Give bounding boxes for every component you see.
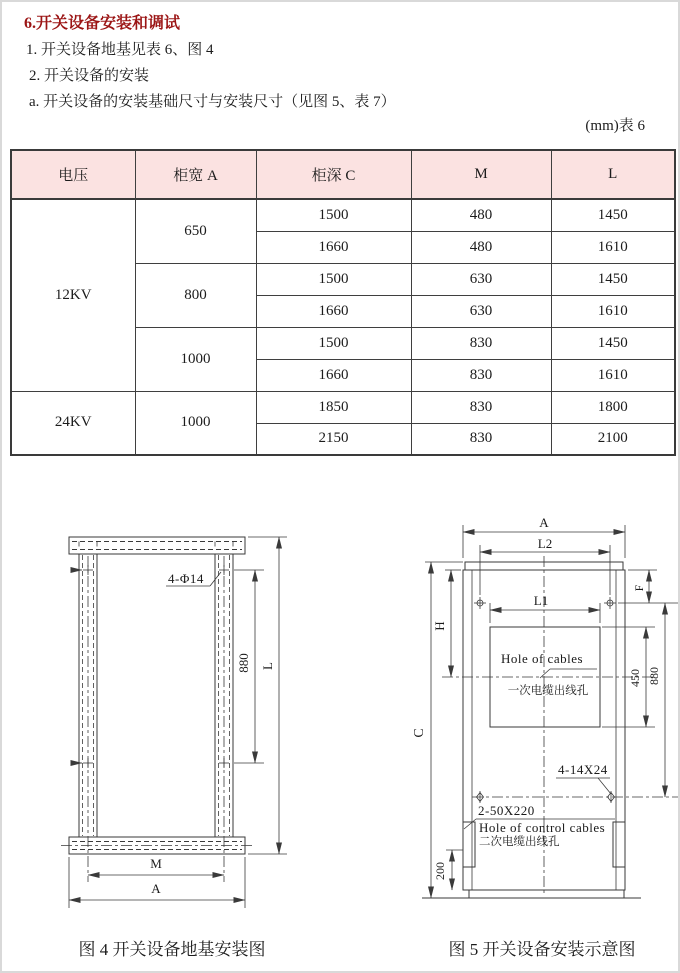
table-row	[11, 199, 675, 231]
width-cell: 1000	[135, 391, 256, 455]
table-cell: 1610	[551, 359, 675, 391]
table-cell: 630	[411, 263, 551, 295]
lower-mounting-holes	[472, 791, 678, 803]
col-header-l: L	[551, 150, 675, 199]
dim-880-5-text: 880	[647, 667, 661, 685]
cable-hole-label-en: Hole of cables	[500, 651, 584, 666]
col-header-m: M	[411, 150, 551, 199]
mount-hole-label: 4-14X24	[558, 762, 608, 777]
slot-label: 2-50X220	[478, 803, 535, 818]
section-title: 6.开关设备安装和调试	[24, 15, 181, 32]
cabinet-base	[469, 890, 624, 898]
col-header-depth-c: 柜深 C	[256, 150, 411, 199]
table-cell: 1500	[256, 199, 411, 231]
dim-H-fig5	[432, 570, 461, 677]
dim-L1-text: L1	[533, 593, 549, 608]
text-line-1: 1. 开关设备地基见表 6、图 4	[26, 42, 214, 58]
col-header-width-a: 柜宽 A	[135, 150, 256, 199]
anchor-hole-markers	[71, 565, 229, 768]
text-line-3: a. 开关设备的安装基础尺寸与安装尺寸（见图 5、表 7）	[29, 94, 396, 110]
dim-M-text: M	[150, 856, 162, 871]
table-cell: 1660	[256, 231, 411, 263]
figures-canvas	[2, 502, 680, 973]
dim-880-fig5	[647, 603, 665, 797]
dim-880-text: 880	[236, 653, 251, 673]
table-cell: 630	[411, 295, 551, 327]
table-cell: 830	[411, 359, 551, 391]
table-cell: 830	[411, 391, 551, 423]
dim-L2-fig5	[480, 536, 610, 595]
spec-table	[10, 149, 676, 456]
width-cell: 650	[135, 199, 256, 263]
table-cell: 1610	[551, 295, 675, 327]
table-cell: 2100	[551, 423, 675, 455]
table-header-row	[11, 150, 675, 199]
dim-A-text: A	[151, 881, 161, 896]
figure4-foundation-drawing	[61, 537, 287, 959]
table-cell: 480	[411, 231, 551, 263]
dim-H-text: H	[432, 621, 447, 631]
hole-label: 4-Φ14	[168, 571, 204, 586]
table-cell: 1450	[551, 327, 675, 359]
voltage-cell: 24KV	[11, 391, 135, 455]
table-cell: 1610	[551, 231, 675, 263]
dim-L1-fig5	[490, 593, 600, 623]
foundation-left-channel	[79, 554, 97, 882]
dim-200-text: 200	[433, 862, 447, 880]
dim-A5-text: A	[539, 515, 549, 530]
table-cell: 2150	[256, 423, 411, 455]
table-cell: 1450	[551, 263, 675, 295]
text-line-2: 2. 开关设备的安装	[29, 68, 150, 84]
control-hole-callout	[464, 803, 615, 848]
control-hole-label-cn: 二次电缆出线孔	[479, 836, 560, 848]
dim-F-text: F	[634, 584, 646, 592]
table-unit-tag: (mm)表 6	[585, 118, 645, 134]
dim-450-text: 450	[628, 669, 642, 687]
table-cell: 1800	[551, 391, 675, 423]
table-cell: 1850	[256, 391, 411, 423]
figure5-cabinet-drawing	[412, 515, 678, 959]
spec-table-body	[11, 199, 675, 455]
voltage-cell: 12KV	[11, 199, 135, 391]
table-cell: 480	[411, 199, 551, 231]
table-cell: 1450	[551, 199, 675, 231]
table-row	[11, 391, 675, 423]
table-cell: 1660	[256, 295, 411, 327]
foundation-top-channel	[69, 537, 245, 554]
right-slot	[613, 822, 625, 867]
dim-200-fig5	[433, 850, 463, 890]
table-cell: 830	[411, 327, 551, 359]
table-cell: 1500	[256, 327, 411, 359]
foundation-right-channel	[215, 554, 233, 882]
mount-hole-callout	[556, 762, 611, 794]
table-cell: 830	[411, 423, 551, 455]
dim-C-text: C	[412, 728, 427, 738]
table-cell: 1500	[256, 263, 411, 295]
figure5-caption: 图 5 开关设备安装示意图	[448, 940, 636, 959]
cable-hole-label-cn: 一次电缆出线孔	[507, 685, 589, 697]
dim-L-text: L	[260, 662, 275, 670]
dim-C-fig5	[412, 562, 463, 898]
control-hole-label-en: Hole of control cables	[479, 820, 606, 835]
width-cell: 800	[135, 263, 256, 327]
dim-L-fig4	[248, 537, 287, 854]
hole-callout	[166, 571, 221, 586]
dim-F-fig5	[618, 570, 678, 603]
table-cell: 1660	[256, 359, 411, 391]
dim-M-fig4	[88, 856, 224, 875]
width-cell: 1000	[135, 327, 256, 391]
dim-L2-text: L2	[537, 536, 553, 551]
col-header-voltage: 电压	[11, 150, 135, 199]
figure4-caption: 图 4 开关设备地基安装图	[78, 940, 266, 959]
